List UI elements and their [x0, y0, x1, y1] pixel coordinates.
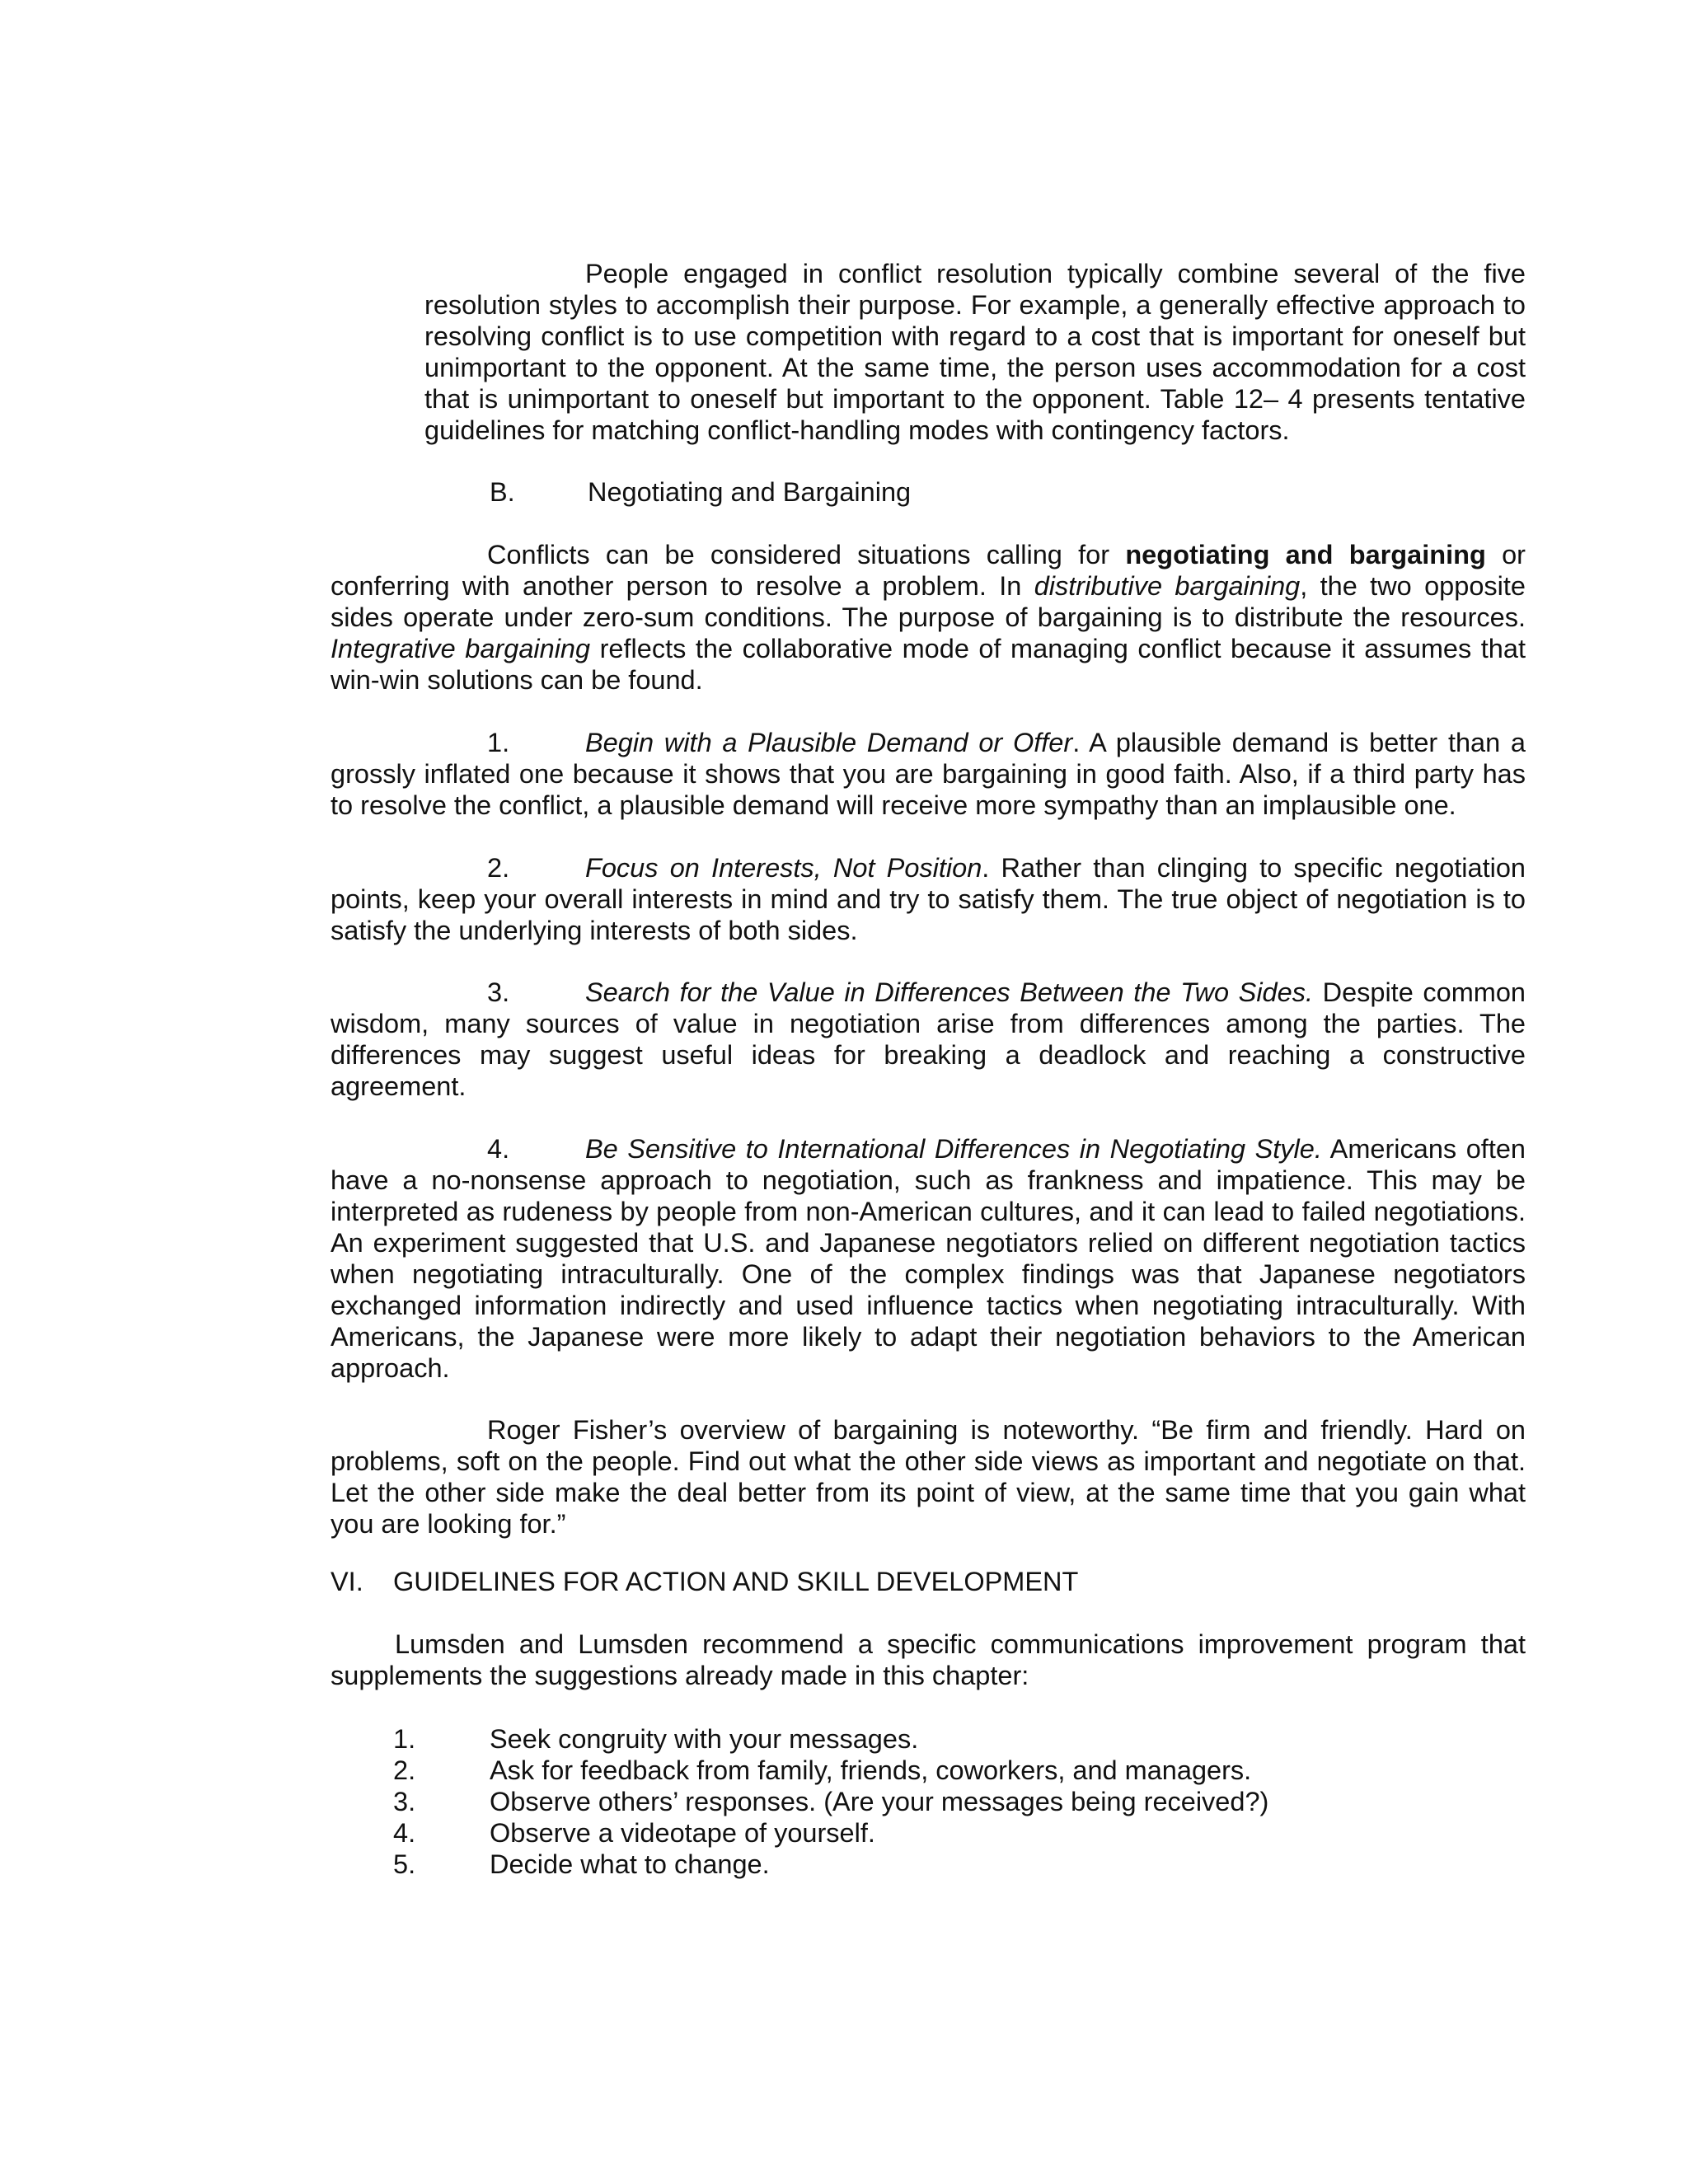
list-item — [331, 1849, 1526, 1880]
list-item — [331, 1755, 1526, 1786]
paragraph-fisher: Roger Fisher’s overview of bargaining is noteworthy. “Be firm and friendly. Hard on problems, soft on the people. Find out what the other side views as important and negotiate on that. Let the other side make the deal better from its point of view, at the same time that you gain what you are looking for.” — [331, 1415, 1526, 1539]
list-text: Ask for feedback from family, friends, coworkers, and managers. — [490, 1755, 1252, 1785]
tactic-body: Despite common wisdom, many sources of value in negotiation arise from differences among the parties. The differences may suggest useful ideas for breaking a deadlock and reaching a constructive agreement. — [331, 977, 1526, 1101]
list-item — [331, 1786, 1526, 1817]
tactic-body: . Rather than clinging to specific negotiation points, keep your overall interests in mind and try to satisfy them. The true object of negotiation is to satisfy the underlying interests of both sides. — [331, 853, 1526, 945]
tactic-number: 3. — [487, 977, 510, 1007]
list-text: Observe others’ responses. (Are your messages being received?) — [490, 1787, 1269, 1816]
tactic-paragraph-2 — [331, 852, 1526, 946]
section-number: VI. — [331, 1567, 363, 1596]
tactic-paragraph-3 — [331, 977, 1526, 1102]
tactic-title: Search for the Value in Differences Between the Two Sides. — [585, 977, 1313, 1007]
list-number: 5. — [393, 1849, 416, 1879]
text-run: Conflicts can be considered situations calling for — [487, 540, 1126, 569]
list-item — [331, 1817, 1526, 1849]
tactic-number: 2. — [487, 853, 510, 883]
section-title: Negotiating and Bargaining — [588, 477, 912, 507]
list-text: Decide what to change. — [490, 1849, 770, 1879]
tactic-body: Americans often have a no-nonsense approach to negotiation, such as frankness and impatience. This may be interpreted as rudeness by people from non-American cultures, and it can lead to failed negotiations. An experiment suggested that U.S. and Japanese negotiators relied on different negotiation tactics when negotiating intraculturally. One of the complex findings was that Japanese negotiators exchanged information indirectly and used influence tactics when negotiating intraculturally. With Americans, the Japanese were more likely to adapt their negotiation behaviors to the American approach. — [331, 1134, 1526, 1383]
text-run: reflects the collaborative mode of managing conflict because it assumes that win-win solutions can be found. — [331, 634, 1526, 695]
tactic-body: . A plausible demand is better than a grossly inflated one because it shows that you are bargaining in good faith. Also, if a third party has to resolve the conflict, a plausible demand will receive more sympathy than an implausible one. — [331, 728, 1526, 820]
improvement-steps-list — [331, 1723, 1526, 1880]
paragraph-lumsden: Lumsden and Lumsden recommend a specific communications improvement program that supplements the suggestions already made in this chapter: — [331, 1629, 1526, 1690]
italic-term: distributive bargaining — [1034, 571, 1301, 601]
bold-term: negotiating and bargaining — [1125, 540, 1486, 569]
list-text: Seek congruity with your messages. — [490, 1724, 919, 1754]
section-title: GUIDELINES FOR ACTION AND SKILL DEVELOPMENT — [393, 1567, 1079, 1596]
list-item — [331, 1723, 1526, 1755]
section-number: B. — [490, 477, 515, 507]
text-run: or conferring with another person to resolve a problem. In — [331, 540, 1526, 601]
tactic-number: 1. — [487, 728, 510, 757]
paragraph-intro: People engaged in conflict resolution typically combine several of the five resolution styles to accomplish their purpose. For example, a generally effective approach to resolving conflict is to use competition with regard to a cost that is important for oneself but unimportant to the opponent. At the same time, the person uses accommodation for a cost that is unimportant to oneself but important to the opponent. Table 12– 4 presents tentative guidelines for matching conflict-handling modes with contingency factors. — [424, 259, 1526, 445]
list-number: 2. — [393, 1755, 416, 1785]
list-text: Observe a videotape of yourself. — [490, 1818, 875, 1848]
tactic-number: 4. — [487, 1134, 510, 1164]
tactic-paragraph-4 — [331, 1133, 1526, 1384]
tactic-title: Focus on Interests, Not Position — [585, 853, 982, 883]
tactic-paragraph-1 — [331, 727, 1526, 821]
paragraph-conflicts — [331, 539, 1526, 696]
list-number: 1. — [393, 1724, 416, 1754]
list-number: 3. — [393, 1787, 416, 1816]
tactic-title: Be Sensitive to International Differences in Negotiating Style. — [585, 1134, 1322, 1164]
list-number: 4. — [393, 1818, 416, 1848]
text-run: , the two opposite sides operate under zero-sum conditions. The purpose of bargaining is to distribute the resources. — [331, 571, 1526, 632]
italic-term: Integrative bargaining — [331, 634, 591, 663]
tactic-title: Begin with a Plausible Demand or Offer — [585, 728, 1073, 757]
